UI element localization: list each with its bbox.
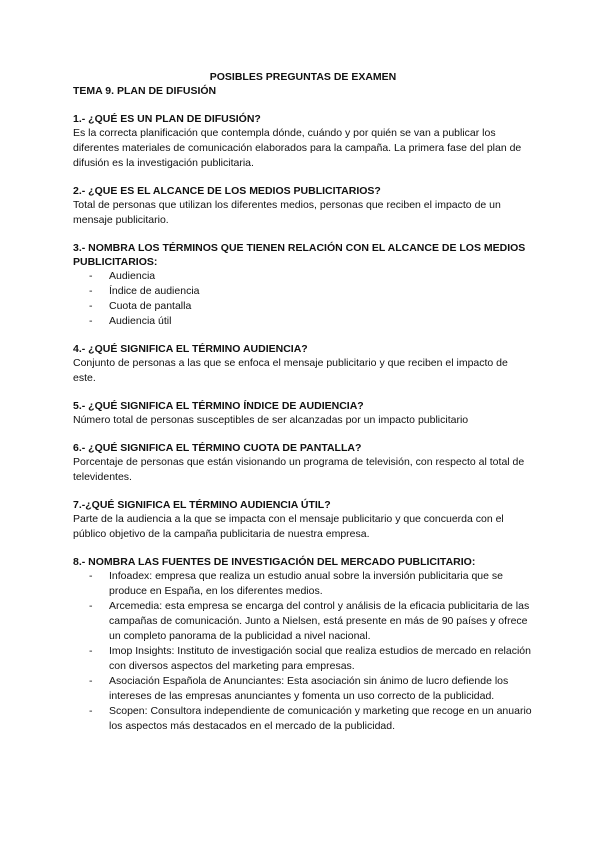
question-answer: Conjunto de personas a las que se enfoca el mensaje publicitario y que reciben el impacto de este. <box>73 357 508 384</box>
question-heading: 4.- ¿QUÉ SIGNIFICA EL TÉRMINO AUDIENCIA? <box>73 343 308 355</box>
list-item: - Infoadex: empresa que realiza un estudio anual sobre la inversión publicitaria que se produce en España, en los diferentes medios. <box>89 570 503 597</box>
question-4 <box>73 342 533 386</box>
list-item: - Audiencia útil <box>89 315 172 327</box>
question-1 <box>73 112 533 171</box>
list-item: - Scopen: Consultora independiente de comunicación y marketing que recoge en un anuario los aspectos más destacados en el mercado de la publicidad. <box>89 705 532 732</box>
list-item: - Arcemedia: esta empresa se encarga del control y análisis de la eficacia publicitaria de las campañas de comunicación. Junto a Nielsen, está presente en más de 90 países y ofrece un completo panorama de la publicidad a nivel nacional. <box>89 600 530 642</box>
question-answer: Total de personas que utilizan los diferentes medios, personas que reciben el impacto de un mensaje publicitario. <box>73 199 501 226</box>
question-answer: Es la correcta planificación que contempla dónde, cuándo y por quién se van a publicar los diferentes materiales de comunicación elaborados para la campaña. La primera fase del plan de difusión es la investigación publicitaria. <box>73 127 522 169</box>
document-title: POSIBLES PREGUNTAS DE EXAMEN <box>209 71 397 83</box>
question-answer: Parte de la audiencia a la que se impacta con el mensaje publicitario y que concuerda con el público objetivo de la campaña publicitaria de nuestra empresa. <box>73 513 504 540</box>
question-2 <box>73 184 533 228</box>
list-item: - Asociación Española de Anunciantes: Esta asociación sin ánimo de lucro defiende los intereses de las empresas anunciantes y fomenta un uso correcto de la publicidad. <box>89 675 509 702</box>
question-6 <box>73 441 533 485</box>
question-heading: 1.- ¿QUÉ ES UN PLAN DE DIFUSIÓN? <box>73 113 261 125</box>
terms-list <box>73 269 533 329</box>
question-answer: Porcentaje de personas que están visionando un programa de televisión, con respecto al total de televidentes. <box>73 456 525 483</box>
question-heading: 6.- ¿QUÉ SIGNIFICA EL TÉRMINO CUOTA DE PANTALLA? <box>73 442 362 454</box>
list-item: - Cuota de pantalla <box>89 300 192 312</box>
question-5 <box>73 399 533 428</box>
question-3 <box>73 241 533 329</box>
question-heading: 5.- ¿QUÉ SIGNIFICA EL TÉRMINO ÍNDICE DE AUDIENCIA? <box>73 400 364 412</box>
question-8 <box>73 555 533 734</box>
question-answer: Número total de personas susceptibles de ser alcanzadas por un impacto publicitario <box>73 414 469 426</box>
question-7 <box>73 498 533 542</box>
list-item: - Imop Insights: Instituto de investigación social que realiza estudios de mercado en relación con diversos aspectos del marketing para empresas. <box>89 645 531 672</box>
question-heading: 8.- NOMBRA LAS FUENTES DE INVESTIGACIÓN DEL MERCADO PUBLICITARIO: <box>73 556 476 568</box>
list-item: - Audiencia <box>89 270 156 282</box>
list-item: - Índice de audiencia <box>89 285 200 297</box>
document-page <box>73 70 533 747</box>
sources-list <box>73 569 533 734</box>
question-heading: 3.- NOMBRA LOS TÉRMINOS QUE TIENEN RELACIÓN CON EL ALCANCE DE LOS MEDIOS PUBLICITARIOS: <box>73 242 526 268</box>
question-heading: 7.-¿QUÉ SIGNIFICA EL TÉRMINO AUDIENCIA ÚTIL? <box>73 499 331 511</box>
question-heading: 2.- ¿QUE ES EL ALCANCE DE LOS MEDIOS PUBLICITARIOS? <box>73 185 381 197</box>
topic-heading: TEMA 9. PLAN DE DIFUSIÓN <box>73 85 217 97</box>
